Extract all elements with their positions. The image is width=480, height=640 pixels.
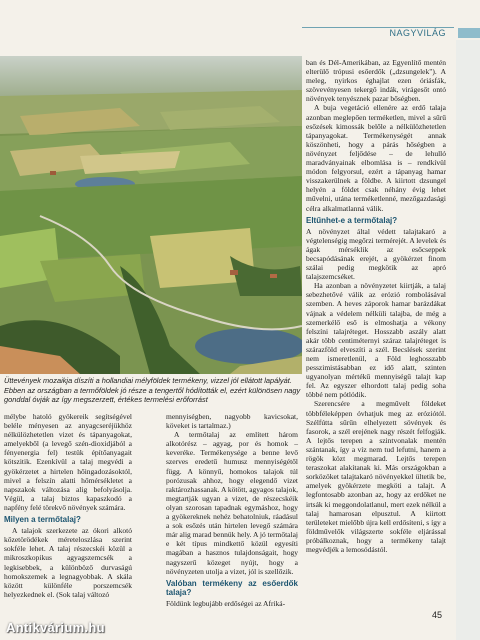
- paragraph: mélybe hatoló gyökereik segítségével beléle ményesen az anyagcseréjükhöz nélkülözhetetlen vizet és tápanyagokat, amelyekből (a levegő szén-dioxidjából a fényenergia fel) testük építőanyagait kötszitik. Ezenkívül a talaj megvédi a gyökérzetet a hirtelen hőingadozásoktól, mivel a felszín alatti hőmérsékletet a napszakok változása alig befolyásolja. Végül, a talaj biztos kapaszkodó a napfény felé törekvő növények számára.: [4, 412, 132, 512]
- paragraph: Szerencsére a megművelt földeket többféleképpen óvhatjuk meg az eróziótól. Szélfútta sűrűn elhelyezett sövények és fasorok, a szél erejének nagy részét felfogják. A lejtős terepen a szintvonalak mentén szántanak, így a víz nem tud lefutni, hanem a rögök közt megmarad. Lejtős terepen teraszokat alakítanak ki. Más országokban a sorközöket talajtakaró növényekkel ültetik be, amelyek gyökérzete megköti a talajt. A legfontosabb azonban az, hogy az erdőket ne irtsák ki meggondolatlanul, mert ezek nélkül a talaj hamarosan elpusztul. A kiirtott területeket mielőbb újra kell erdősíteni, s így a földművelők világszerte sokféle eljárással próbálkoznak, hogy a termékeny talajt megvédjék a lemosódástól.: [306, 399, 446, 554]
- landscape-illustration: [0, 56, 302, 374]
- text-column-right: [306, 58, 446, 554]
- paragraph: A buja vegetáció ellenére az erdő talaja azonban meglepően terméketlen, mivel a sűrű esőzések kimossák belőle a nélkülözhetetlen tápanyagokat. Termékenységét annak köszönheti, hogy a párás hőségben a növényzet feljődése – de lehulló maradványainak elbomlása is – rendkívül módon felgyorsul, ezért a tápanyag hamar visszakerülnek a földbe. A kiirtott dzsungel helyén a földet csak néhány évig lehet művelni, utána terméketlenné, mezőgazdasági célra alkalmatlanná válik.: [306, 103, 446, 213]
- paragraph: A növényzet által védett talajtakaró a végtelenségig megőrzi termérejét. A levelek és ágak mérséklik az esőcseppek becsapódásának erejét, a gyökérzet finom szálai pedig megkötik az apró talajszemcséket.: [306, 226, 446, 282]
- paragraph: mennyiségben, nagyobb kavicsokat, köveket is tartalmaz.): [166, 412, 298, 431]
- photo-caption: Üttevények mozaikja díszíti a hollandiai mélyföldek termékeny, vizzel jól ellátott lapályát. Ebben az országban a termőföldek jó része a tengertől hódították el, ezért különösen nagy gonddal óvják az így megszerzett, értékes termelési erőforrást: [4, 376, 301, 405]
- paragraph: A talajok szerkezete az ókori alkotó kőzetörödékek méreteloszlása szerint sokféle lehet. A talaj részecskéi közül a mikroszkopikus agyagszemcsék a legkisebbek, a különböző durvaságú homokszemek a legnagyobbak. A skála között különféle porszemcsék helyezkednek el. (Sok talaj változó: [4, 526, 132, 599]
- watermark: Antikvárium.hu: [6, 620, 105, 635]
- paragraph: Ha azonban a növényzetet kiirtják, a talaj sebezhetővé válik az erózió rombolásával szemben. A heves záporok hamar barázdákat vájnak a védelem nélküli talajba, de még a szemerkélő eső is elmoshatja a vékony felszíni talajréteget. Hosszabb aszály alatt akár több centiméternyi száraz talajréteget is szárazföld elveszíti a szél. Becslések szerint nem ismeretlenül, a Föld leghosszabb pesszimistásabban ez idő alatt, szinten ugyanolyan mértékű mennyiségű talajt kap fel. Az egyszer elhordott talaj pedig soha többé nem pótlódik.: [306, 281, 446, 400]
- section-title: NAGYVILÁG: [389, 28, 446, 38]
- subheading: Valóban termékeny az esőerdők talaja?: [166, 578, 298, 597]
- subheading: Milyen a termőtalaj?: [4, 515, 81, 525]
- aerial-landscape-photo: [0, 56, 302, 374]
- text-column-middle: [166, 412, 298, 608]
- paragraph: Földünk legbujább erdőségei az Afriká-: [166, 598, 286, 608]
- paragraph: A termőtalaj az említett három alkotórész – agyag, por és homok – keveréke. Termékenysége a benne levő szerves eredetű humusz mennyiségétől függ. A könnyű, homokos talajok túl porózusak ahhoz, hogy elegendő vizet raktározhassanak. A kötött, agyagos talajok, megtartják ugyan a vizet, de részecskéik olyan szorosan tapadnak egymáshoz, hogy a gyökereknek nehéz behatolniuk, ráadásul a sok esőzés után hirtelen levegő számára már alig marad bennük hely. A jó termőtalaj e két típus mindkettő közül egyesíti magában a hasznos tulajdonságait, hogy nagyszerű közeget nyújt, hogy a növényzeten utolja a vizet, jól is szellőzik.: [166, 430, 298, 576]
- section-tab-marker: [458, 28, 480, 38]
- page-edge-shadow: [456, 40, 480, 640]
- page-number: 45: [432, 610, 443, 620]
- subheading: Eltűnhet-e a termőtalaj?: [306, 215, 398, 225]
- text-column-left: [4, 412, 132, 599]
- paragraph: ban és Dél-Amerikában, az Egyenlítő mentén elterülő trópusi esőerdők („dzsungelek"). A meleg, nyirkos éghajlat ezen óriásfák, szövevényesen tekergő indák, virágesőt ontó növények tenyésznek pazar bőségben.: [306, 58, 446, 104]
